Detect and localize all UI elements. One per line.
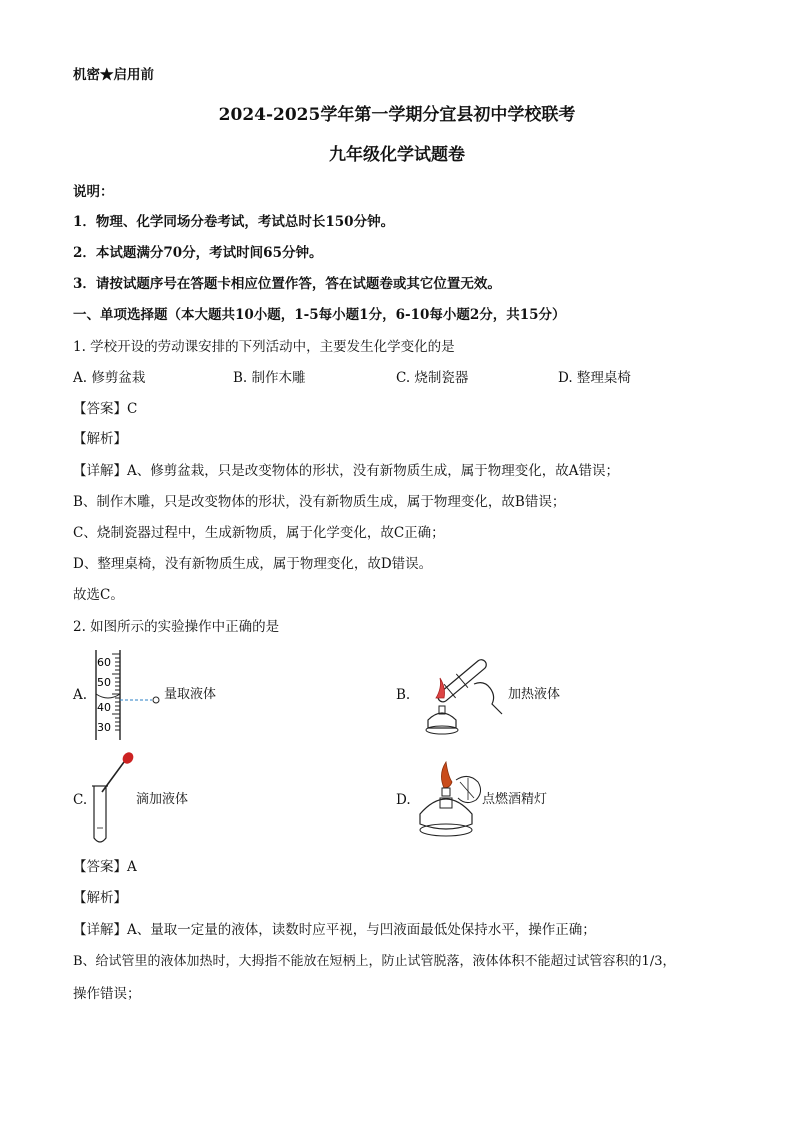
instruction-item: 3．请按试题序号在答题卡相应位置作答，答在试题卷或其它位置无效。: [73, 276, 501, 292]
cylinder-tick-label: 30: [97, 721, 111, 734]
q1-detail-line: 【详解】A、修剪盆栽，只是改变物体的形状，没有新物质生成，属于物理变化，故A错误；: [73, 463, 619, 479]
heating-liquid-figure: [412, 650, 512, 742]
q1-detail-line: D、整理桌椅，没有新物质生成，属于物理变化，故D错误。: [73, 556, 433, 572]
cylinder-tick-label: 60: [97, 656, 111, 669]
q2-option-d-letter: D.: [396, 792, 411, 808]
instruction-item: 1．物理、化学同场分卷考试，考试总时长150分钟。: [73, 214, 395, 230]
instruction-item: 2．本试题满分70分，考试时间65分钟。: [73, 245, 323, 261]
q2-analysis: 【解析】: [73, 890, 127, 906]
section-heading: 一、单项选择题（本大题共10小题，1-5每小题1分，6-10每小题2分，共15分）: [73, 307, 566, 323]
cylinder-tick-label: 40: [97, 701, 111, 714]
q1-option-a: A. 修剪盆栽: [73, 370, 146, 386]
confidential-mark: 机密★启用前: [73, 67, 154, 83]
exam-title: 2024-2025学年第一学期分宜县初中学校联考: [218, 105, 576, 125]
q2-detail-line: B、给试管里的液体加热时，大拇指不能放在短柄上，防止试管脱落，液体体积不能超过试管容积的1/3，: [73, 954, 676, 969]
q1-detail-line: B、制作木雕，只是改变物体的形状，没有新物质生成，属于物理变化，故B错误；: [73, 494, 566, 510]
exam-subtitle: 九年级化学试题卷: [329, 145, 465, 165]
q2-option-b-letter: B.: [396, 687, 411, 703]
q2-option-a-label: 量取液体: [164, 687, 217, 702]
question-1-stem: 1. 学校开设的劳动课安排的下列活动中，主要发生化学变化的是: [73, 339, 455, 355]
q1-detail-line: C、烧制瓷器过程中，生成新物质，属于化学变化，故C正确；: [73, 525, 445, 541]
q1-conclusion: 故选C。: [73, 587, 124, 603]
dropping-liquid-figure: [86, 750, 138, 848]
question-2-stem: 2. 如图所示的实验操作中正确的是: [73, 619, 280, 635]
instructions-label: 说明：: [73, 184, 114, 200]
q2-detail-line: 【详解】A、量取一定量的液体，读数时应平视，与凹液面最低处保持水平，操作正确；: [73, 922, 596, 938]
graduated-cylinder-figure: [86, 648, 166, 742]
q1-option-b: B. 制作木雕: [233, 370, 306, 386]
q1-answer: 【答案】C: [73, 401, 138, 417]
alcohol-lamp-figure: [412, 758, 488, 842]
q2-detail-line: 操作错误；: [73, 986, 141, 1002]
q2-option-b-label: 加热液体: [508, 687, 561, 702]
q2-option-c-letter: C.: [73, 792, 88, 808]
q2-option-c-label: 滴加液体: [136, 792, 189, 807]
cylinder-tick-label: 50: [97, 676, 111, 689]
q2-answer: 【答案】A: [73, 859, 137, 875]
q1-option-d: D. 整理桌椅: [558, 370, 631, 386]
q1-option-c: C. 烧制瓷器: [396, 370, 469, 386]
q2-option-a-letter: A.: [73, 687, 88, 703]
q1-analysis: 【解析】: [73, 431, 127, 447]
q2-option-d-label: 点燃酒精灯: [482, 792, 548, 807]
